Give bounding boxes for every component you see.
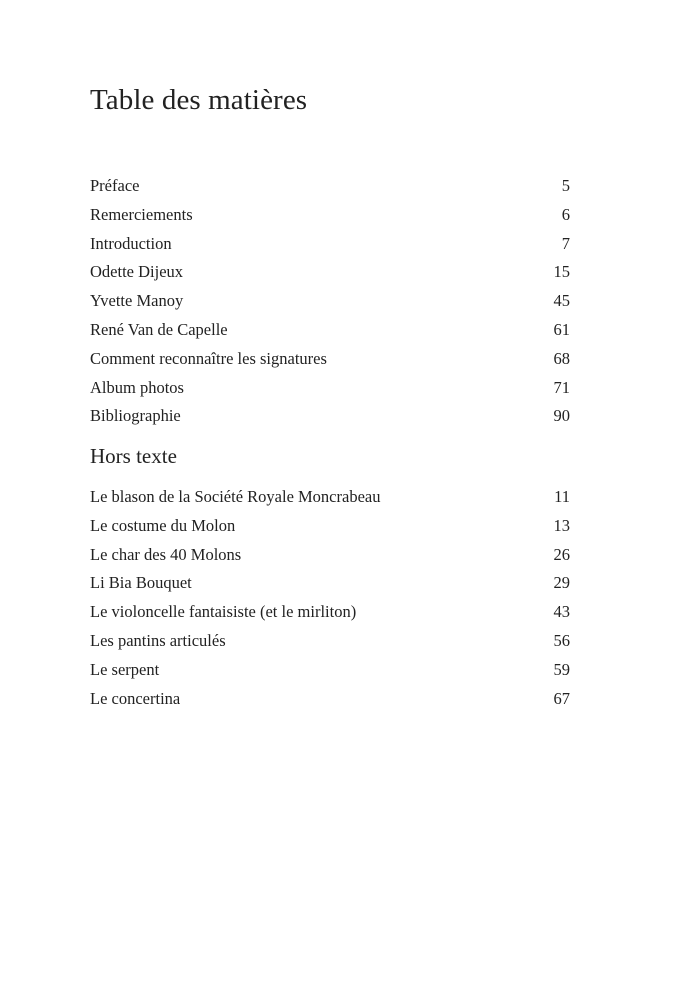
toc-entry <box>90 317 570 346</box>
toc-entry-page-number: 45 <box>553 291 570 311</box>
toc-entry-page-number: 11 <box>554 487 570 506</box>
toc-entry-title: Les pantins articulés <box>90 630 226 650</box>
toc-entry-page-number: 68 <box>553 348 570 368</box>
table-of-contents-list <box>90 173 570 432</box>
toc-entry <box>90 657 570 686</box>
toc-entry-page-number: 56 <box>553 630 570 650</box>
toc-entry-title: Le concertina <box>90 688 181 708</box>
toc-entry-page-number: 59 <box>553 659 570 679</box>
toc-entry-title: Le char des 40 Molons <box>90 544 242 564</box>
toc-entry <box>90 403 570 432</box>
toc-entry <box>90 259 570 288</box>
toc-entry-page-number: 13 <box>553 515 570 535</box>
toc-entry <box>90 513 570 542</box>
toc-entry <box>90 542 570 571</box>
toc-entry-title: Yvette Manoy <box>90 291 184 311</box>
toc-entry <box>90 375 570 404</box>
toc-entry <box>90 173 570 202</box>
toc-entry-page-number: 15 <box>553 262 570 282</box>
hors-texte-list <box>90 484 570 714</box>
toc-entry-page-number: 26 <box>553 544 570 564</box>
toc-entry-title: Remerciements <box>90 204 193 224</box>
toc-entry-title: Comment reconnaître les signatures <box>90 348 327 368</box>
toc-entry <box>90 346 570 375</box>
page-title: Table des matières <box>90 84 308 116</box>
toc-entry-title: Le serpent <box>90 659 160 679</box>
toc-entry-title: René Van de Capelle <box>90 319 228 339</box>
toc-entry-title: Préface <box>90 176 140 195</box>
toc-entry-title: Bibliographie <box>90 406 181 426</box>
toc-entry-title: Odette Dijeux <box>90 262 184 282</box>
toc-entry-page-number: 67 <box>553 688 570 708</box>
toc-entry <box>90 599 570 628</box>
toc-entry-title: Le costume du Molon <box>90 515 236 535</box>
toc-entry-page-number: 71 <box>553 377 570 397</box>
toc-entry-page-number: 43 <box>553 602 570 622</box>
hors-texte-heading: Hors texte <box>90 444 177 468</box>
toc-entry-page-number: 6 <box>561 204 570 224</box>
toc-entry-title: Li Bia Bouquet <box>90 573 192 593</box>
toc-entry-title: Introduction <box>90 233 172 253</box>
toc-entry <box>90 686 570 715</box>
toc-entry-title: Album photos <box>90 377 184 397</box>
toc-entry <box>90 288 570 317</box>
toc-entry-title: Le violoncelle fantaisiste (et le mirliton) <box>90 602 357 622</box>
toc-entry <box>90 570 570 599</box>
toc-entry-page-number: 90 <box>553 406 570 426</box>
toc-entry-page-number: 7 <box>561 233 570 253</box>
toc-entry <box>90 628 570 657</box>
toc-entry-page-number: 5 <box>561 176 570 195</box>
toc-entry-title: Le blason de la Société Royale Moncrabeau <box>90 487 381 506</box>
toc-entry <box>90 231 570 260</box>
toc-entry-page-number: 29 <box>553 573 570 593</box>
toc-entry <box>90 484 570 513</box>
toc-entry <box>90 202 570 231</box>
toc-entry-page-number: 61 <box>553 319 570 339</box>
